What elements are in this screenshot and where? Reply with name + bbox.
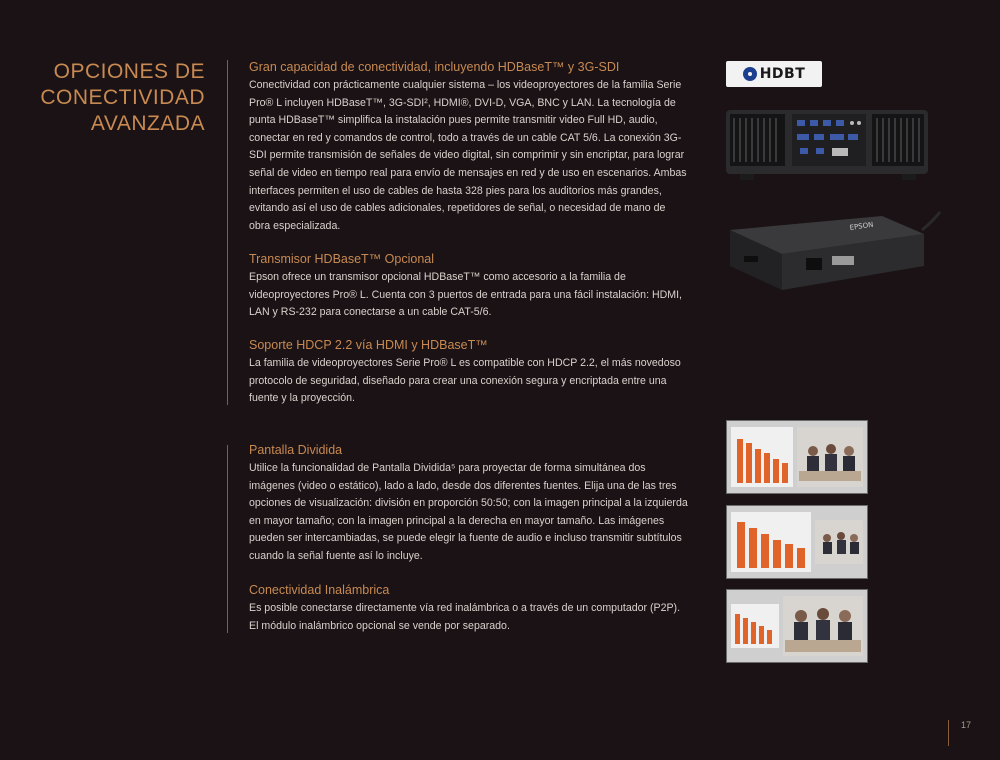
split-screen-main-left-image [726, 505, 868, 579]
hdbaset-logo-icon [743, 67, 757, 81]
hdbaset-logo [726, 61, 822, 87]
section-heading: Transmisor HDBaseT™ Opcional [249, 252, 435, 266]
divider-rule-bottom [227, 445, 228, 633]
section-body: La familia de videoproyectores Serie Pro® L es compatible con HDCP 2.2, el más novedoso protocolo de seguridad, diseñado para crear una conexión segura y encriptada entre una fuente y la proyección. [249, 357, 681, 405]
section-body: Utilice la funcionalidad de Pantalla Dividida⁵ para proyectar de forma simultánea dos imágenes (video o estático), lado a lado, desde dos diferentes fuentes. Elija una de las tres opciones de visualización: división en proporción 50:50; con la imagen principal a la izquierda en mayor tamaño; con la imagen principal a la derecha en mayor tamaño. Las imágenes pueden ser intercambiadas, se puede elegir la fuente de audio e incluso transmitir subtítulos cuando la señal fuente así lo incluye. [249, 462, 688, 562]
split-screen-50-50-image [726, 420, 868, 494]
section-heading: Soporte HDCP 2.2 vía HDMI y HDBaseT™ [249, 338, 488, 352]
page-number-rule [948, 720, 949, 746]
section-wireless [249, 582, 689, 635]
title-line-1: OPCIONES DE [53, 60, 205, 83]
page-number: 17 [961, 720, 972, 730]
section-split-screen [249, 442, 689, 566]
split-screen-main-right-image [726, 589, 868, 663]
projector-rear-image [722, 102, 932, 192]
divider-rule-top [227, 60, 228, 405]
section-transmitter [249, 251, 689, 322]
section-heading: Conectividad Inalámbrica [249, 583, 390, 597]
svg-text:EPSON: EPSON [849, 220, 874, 232]
section-body: Epson ofrece un transmisor opcional HDBaseT™ como accesorio a la familia de videoproyectores Pro® L. Cuenta con 3 puertos de entrada para una fácil instalación: HDMI, LAN y RS-232 para conectarse a un cable CAT-5/6. [249, 271, 682, 319]
section-heading: Pantalla Dividida [249, 443, 343, 457]
section-heading: Gran capacidad de conectividad, incluyendo HDBaseT™ y 3G-SDI [249, 60, 620, 74]
hdbaset-transmitter-image [722, 200, 942, 300]
section-body: Es posible conectarse directamente vía red inalámbrica o a través de un computador (P2P). El módulo inalámbrico opcional se vende por separado. [249, 602, 681, 632]
section-body: Conectividad con prácticamente cualquier sistema – los videoproyectores de la familia Serie Pro® L incluyen HDBaseT™, 3G-SDI², HDMI®, DVI-D, VGA, BNC y LAN. La tecnología de punta HDBaseT™ simplifica la instalación pues permite transmitir video Full HD, audio, conectar en red y comandos de control, todo a través de un cable CAT 5/6. La conexión 3G-SDI permite transmisión de señales de video digital, sin comprimir y sin encriptar, para lograr señal de video en tiempo real para envío de mensajes en red y de uso en escenarios. Ambas interfaces permiten el uso de cables de hasta 328 pies para los auditorios más grandes, evitando así el uso de cables adicionales, repetidores de señal, o necesidad de mano de obra especializada. [249, 79, 687, 232]
section-connectivity [249, 59, 689, 235]
title-line-3: AVANZADA [90, 112, 205, 135]
page-title [40, 59, 205, 137]
title-line-2: CONECTIVIDAD [40, 86, 205, 109]
section-hdcp [249, 337, 689, 408]
hdbaset-logo-text: HDBT [759, 66, 806, 82]
